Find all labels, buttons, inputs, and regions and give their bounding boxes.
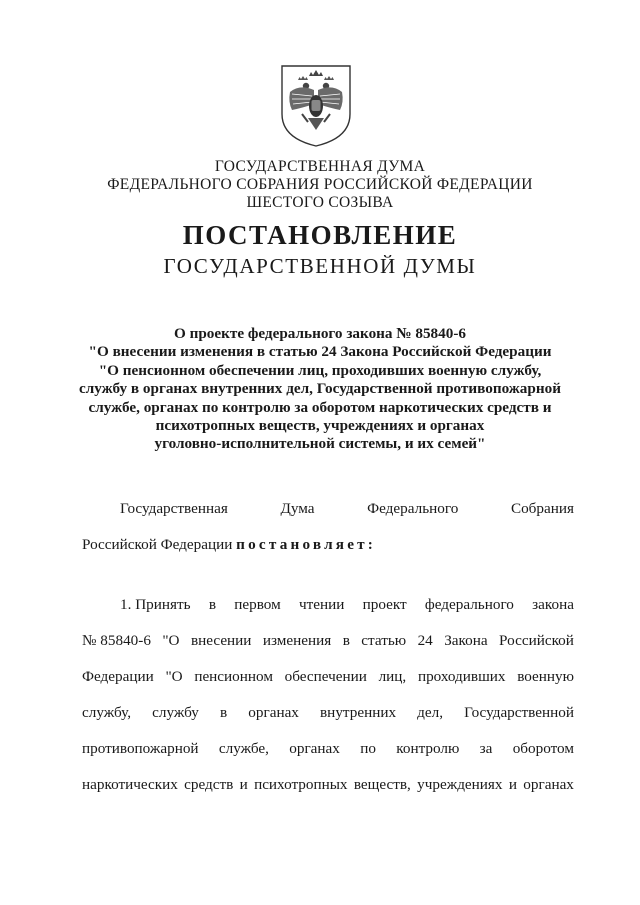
preamble-word: Государственная bbox=[120, 500, 228, 517]
item-1-paragraph bbox=[82, 587, 574, 803]
paragraph-word: первом bbox=[234, 596, 281, 613]
subject-line: уголовно-исполнительной системы, и их семей" bbox=[154, 435, 486, 453]
preamble-text: Российской Федерации bbox=[82, 536, 233, 553]
preamble-paragraph bbox=[82, 491, 574, 563]
paragraph-word: 24 bbox=[417, 632, 433, 649]
paragraph-line bbox=[82, 587, 574, 623]
paragraph-word: службу bbox=[152, 704, 199, 721]
paragraph-word: проходивших bbox=[417, 668, 506, 685]
header-line-convocation: ШЕСТОГО СОЗЫВА bbox=[246, 194, 394, 211]
subject-line: О проекте федерального закона № 85840-6 bbox=[173, 325, 466, 342]
resolution-subject bbox=[60, 325, 580, 454]
resolves-word: постановляет: bbox=[236, 536, 377, 553]
paragraph-word: Российской bbox=[499, 632, 574, 649]
paragraph-word: Федерации bbox=[82, 668, 154, 685]
coat-of-arms-icon bbox=[276, 62, 356, 148]
paragraph-word: статью bbox=[361, 632, 407, 649]
paragraph-line bbox=[82, 659, 574, 695]
paragraph-word: службе, bbox=[218, 740, 269, 757]
paragraph-word: обеспечении bbox=[284, 668, 367, 685]
paragraph-word: контролю bbox=[396, 740, 460, 757]
paragraph-word: внесении bbox=[190, 632, 252, 649]
preamble-word: Дума bbox=[280, 500, 315, 517]
paragraph-word: в bbox=[208, 596, 216, 613]
preamble-line bbox=[82, 491, 574, 527]
document-title: ПОСТАНОВЛЕНИЕ bbox=[182, 220, 458, 250]
paragraph-word: дел, bbox=[417, 704, 444, 721]
header-line-duma: ГОСУДАРСТВЕННАЯ ДУМА bbox=[214, 158, 426, 175]
paragraph-word: пенсионном bbox=[194, 668, 273, 685]
header-line-assembly: ФЕДЕРАЛЬНОГО СОБРАНИЯ РОССИЙСКОЙ ФЕДЕРАЦИИ bbox=[107, 176, 533, 193]
paragraph-word: в bbox=[220, 704, 228, 721]
paragraph-line bbox=[82, 695, 574, 731]
paragraph-word: веществ, bbox=[353, 776, 411, 793]
preamble-word: Федерального bbox=[367, 500, 459, 517]
paragraph-word: Государственной bbox=[464, 704, 574, 721]
paragraph-word: закона bbox=[532, 596, 574, 613]
paragraph-word: органах bbox=[248, 704, 299, 721]
paragraph-line bbox=[82, 623, 574, 659]
paragraph-word: изменения bbox=[262, 632, 332, 649]
paragraph-word: противопожарной bbox=[82, 740, 199, 757]
paragraph-word: "О bbox=[165, 668, 183, 685]
subject-line: службе, органах по контролю за оборотом наркотических средств и bbox=[88, 398, 552, 416]
paragraph-word: оборотом bbox=[512, 740, 574, 757]
subject-line: "О пенсионном обеспечении лиц, проходивших военную службу, bbox=[98, 361, 542, 379]
paragraph-line bbox=[82, 731, 574, 767]
paragraph-word: и bbox=[239, 776, 248, 793]
subject-line: службу в органах внутренних дел, Государственной противопожарной bbox=[79, 380, 561, 398]
paragraph-word: 1. Принять bbox=[120, 596, 191, 613]
subject-line: психотропных веществ, учреждениях и органах bbox=[155, 417, 485, 435]
paragraph-word: за bbox=[479, 740, 493, 757]
subject-line: "О внесении изменения в статью 24 Закона Российской Федерации bbox=[88, 343, 552, 361]
paragraph-word: по bbox=[360, 740, 376, 757]
paragraph-word: проект bbox=[362, 596, 407, 613]
document-subtitle: ГОСУДАРСТВЕННОЙ ДУМЫ bbox=[163, 254, 477, 278]
paragraph-word: органах bbox=[289, 740, 340, 757]
paragraph-word: учреждениях bbox=[417, 776, 503, 793]
preamble-word: Собрания bbox=[510, 500, 574, 517]
paragraph-word: психотропных bbox=[254, 776, 348, 793]
paragraph-word: № 85840-6 bbox=[82, 632, 151, 649]
paragraph-word: военную bbox=[517, 668, 574, 685]
paragraph-word: "О bbox=[162, 632, 180, 649]
paragraph-word: в bbox=[342, 632, 350, 649]
paragraph-word: лиц, bbox=[378, 668, 407, 685]
paragraph-word: чтении bbox=[298, 596, 345, 613]
paragraph-word: и bbox=[508, 776, 517, 793]
paragraph-word: внутренних bbox=[320, 704, 397, 721]
issuer-header bbox=[0, 158, 640, 212]
paragraph-word: средств bbox=[184, 776, 234, 793]
paragraph-word: федерального bbox=[424, 596, 514, 613]
preamble-line bbox=[82, 527, 574, 563]
paragraph-line bbox=[82, 767, 574, 803]
paragraph-word: наркотических bbox=[82, 776, 178, 793]
paragraph-word: Закона bbox=[444, 632, 488, 649]
paragraph-word: службу, bbox=[82, 704, 132, 721]
paragraph-word: органах bbox=[523, 776, 574, 793]
